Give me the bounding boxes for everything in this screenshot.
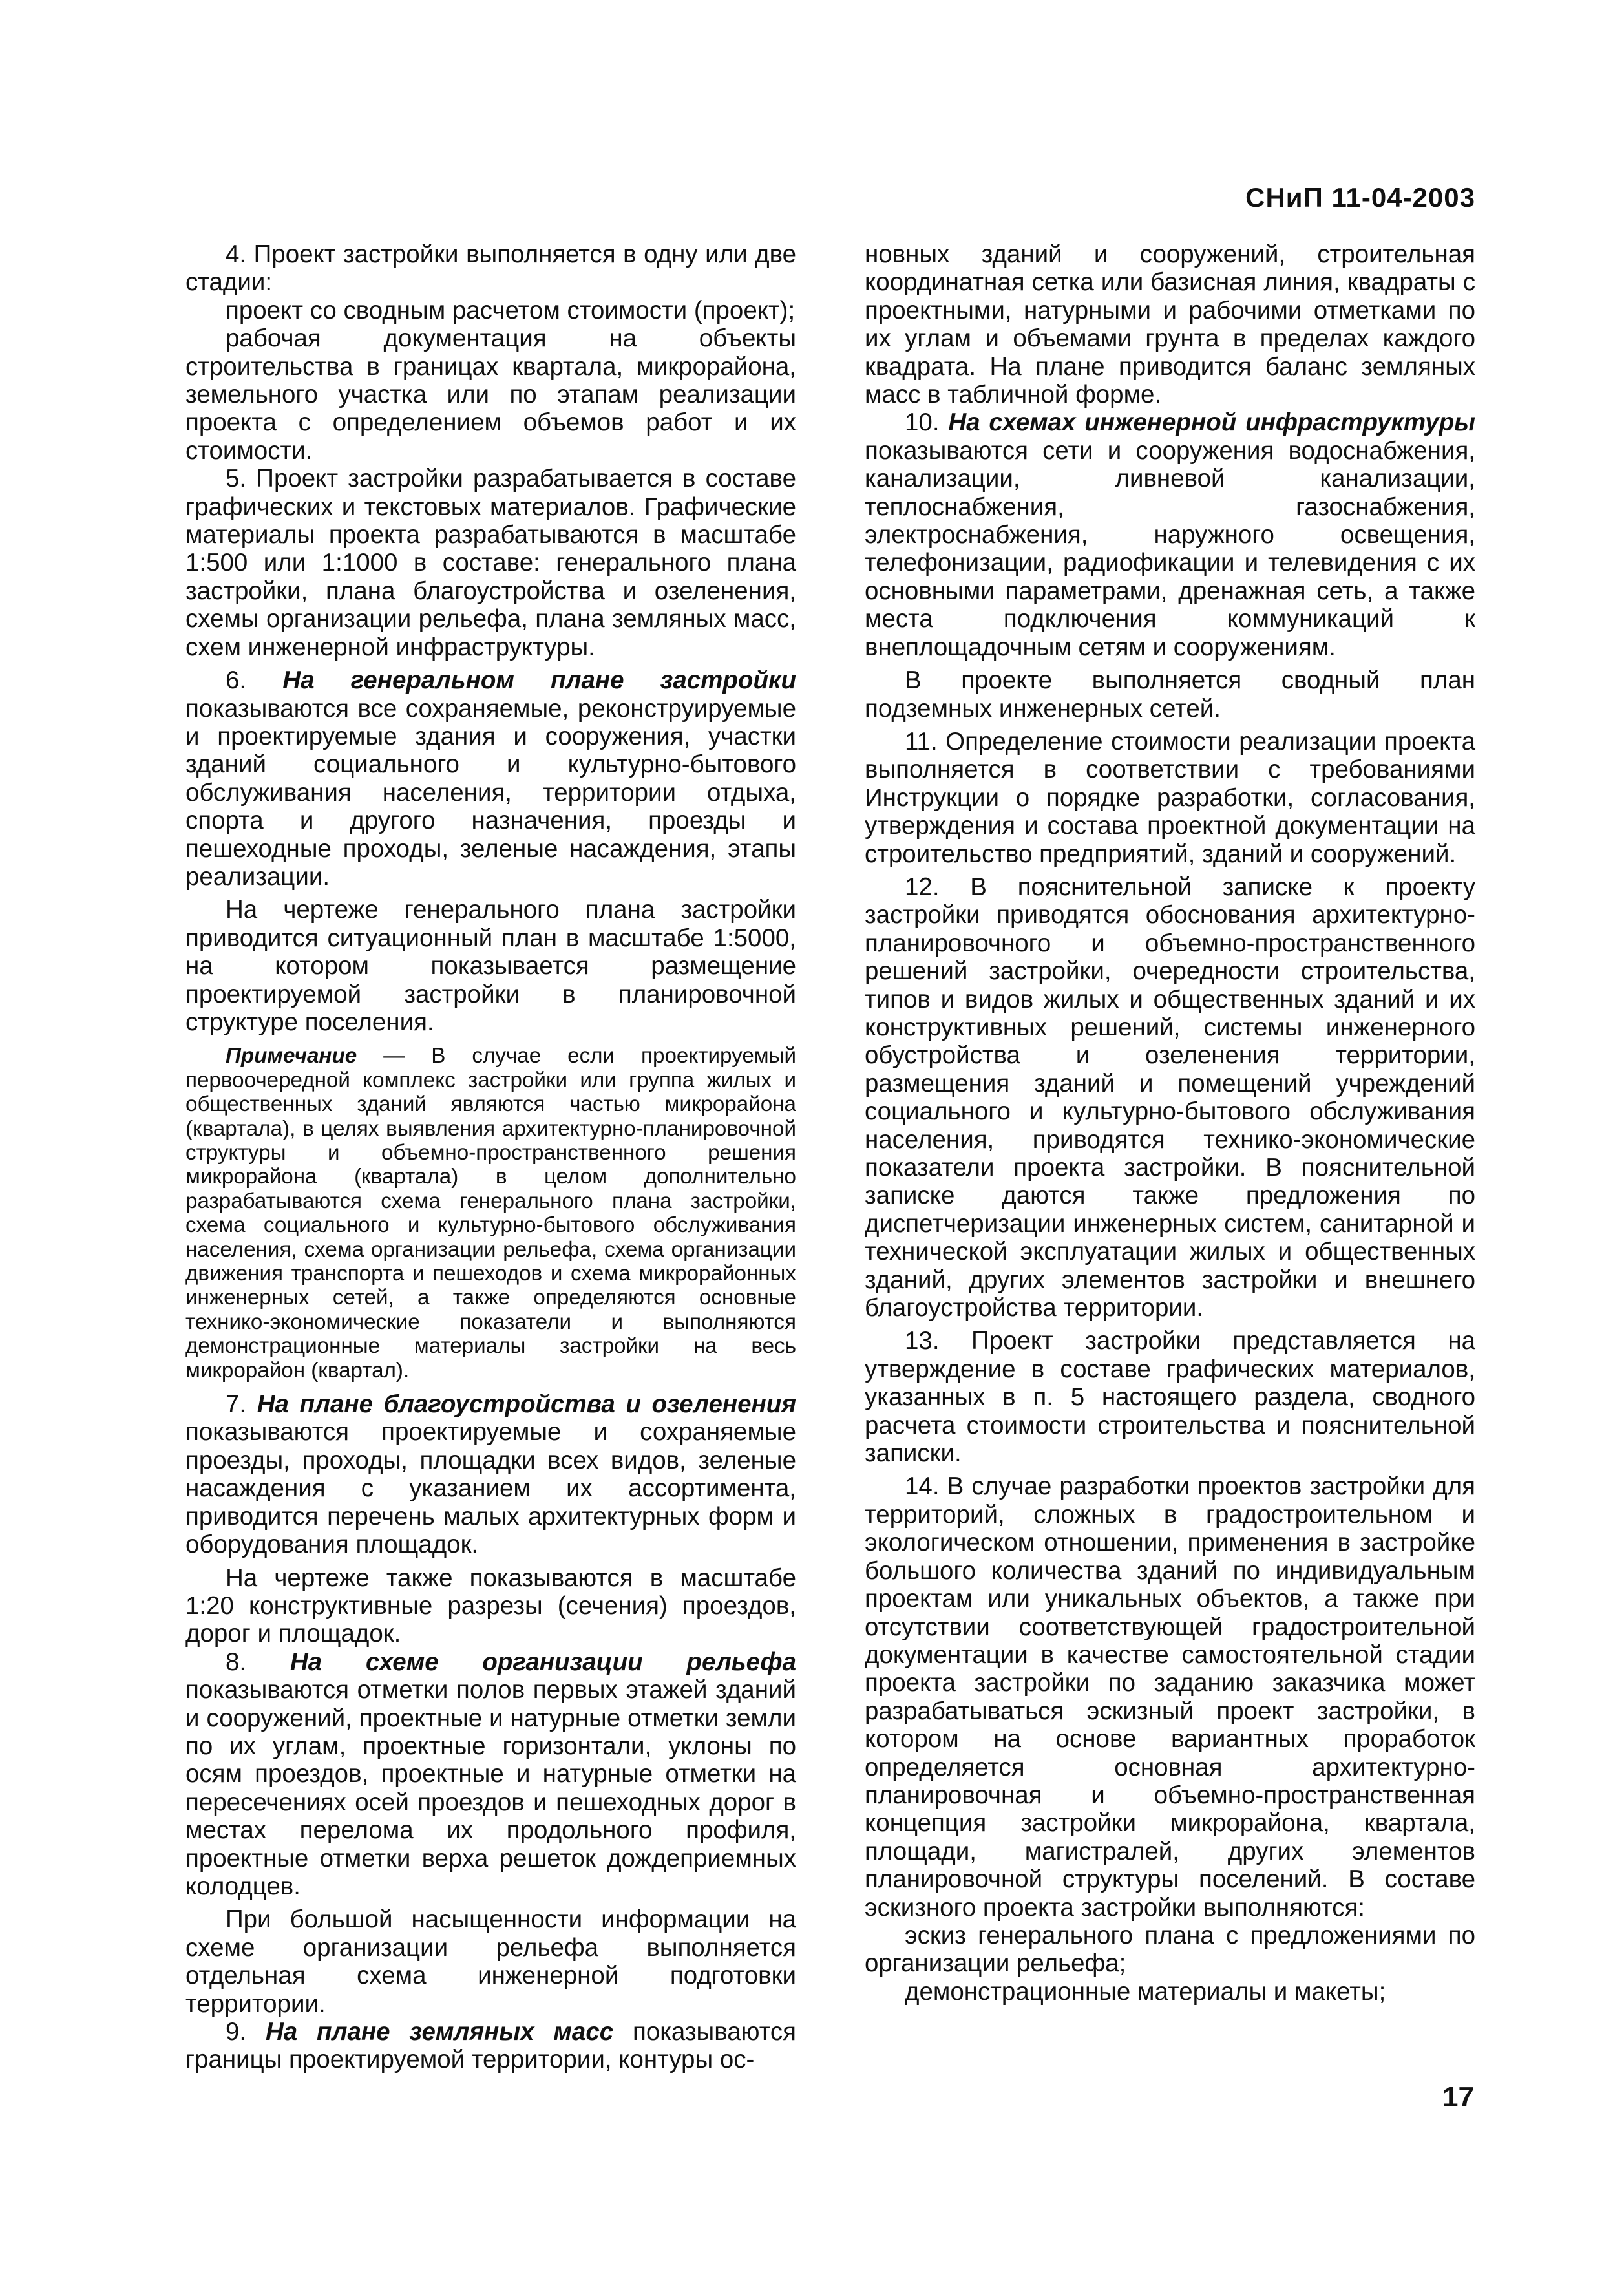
paragraph-6-number: 6. (226, 666, 283, 695)
paragraph-14-item-2: демонстрационные материалы и макеты; (905, 1977, 1386, 2006)
document-code-header: СНиП 11-04-2003 (1245, 182, 1475, 213)
paragraph-8-title: На схеме организации рельефа (290, 1648, 796, 1676)
paragraph-10-title: На схемах инженерной инфраструктуры (948, 408, 1476, 437)
paragraph-14: 14. В случае разработки проектов застройки для территорий, сложных в градостроительном и экологическом отношении, применения в застройке большого количества зданий по индивидуальным проектам или уникальных объектов, а также при отсутствии соответствующей градостроительной документации в качестве самостоятельной стадии проекта застройки по заданию заказчика может разрабатываться эскизный проект застройки, в котором на основе вариантных проработок определяется основная архитектурно-планировочная и объемно-пространственная концепция застройки микрорайона, квартала, площади, магистралей, других элементов планировочной структуры поселений. В составе эскизного проекта застройки выполняются: (865, 1472, 1475, 1922)
paragraph-10-text: показываются сети и сооружения водоснабжения, канализации, ливневой канализации, теплоснабжения, газоснабжения, электроснабжения, наружного освещения, телефонизации, радиофикации и телевидения с их основными параметрами, дренажная сеть, а также места подключения коммуникаций к внеплощадочным сетям и сооружениям. (865, 436, 1475, 661)
paragraph-14-item-1: эскиз генерального плана с предложениями по организации рельефа; (865, 1921, 1475, 1978)
paragraph-8-text: показываются отметки полов первых этажей зданий и сооружений, проектные и натурные отметки земли по их углам, проектные горизонтали, уклоны по осям проездов, проектные и натурные отметки на пересечениях осей проездов и пешеходных дорог в местах перелома их продольного профиля, проектные отметки верха решеток дождеприемных колодцев. (185, 1676, 796, 1900)
note-text: — В случае если проектируемый первоочередной комплекс застройки или группа жилых и общественных зданий являются частью микрорайона (квартала), в целях выявления архитектурно-планировочной структуры и объемно-пространственного решения микрорайона (квартала) в целом дополнительно разрабатываются схема генерального плана застройки, схема социального и культурно-бытового обслуживания населения, схема организации рельефа, схема организации движения транспорта и пешеходов и схема микрорайонных инженерных сетей, а также определяются основные технико-экономические показатели и выполняются демонстрационные материалы застройки на весь микрорайон (квартал). (185, 1044, 796, 1383)
paragraph-6 (185, 666, 796, 891)
paragraph-7-number: 7. (226, 1390, 257, 1419)
paragraph-4-item-2: рабочая документация на объекты строительства в границах квартала, микрорайона, земельного участка или по этапам реализации проекта с определением объемов работ и их стоимости. (185, 324, 796, 465)
paragraph-6-sub: На чертеже генерального плана застройки приводится ситуационный план в масштабе 1:5000, на котором показывается размещение проектируемой застройки в планировочной структуре поселения. (185, 896, 796, 1036)
note-label: Примечание (226, 1044, 357, 1068)
note-block (185, 1044, 796, 1383)
paragraph-7-text: показываются проектируемые и сохраняемые проезды, проходы, площадки всех видов, зеленые насаждения с указанием их ассортимента, приводится перечень малых архитектурных форм и оборудования площадок. (185, 1418, 796, 1559)
paragraph-8-sub: При большой насыщенности информации на схеме организации рельефа выполняется отдельная схема инженерной подготовки территории. (185, 1905, 796, 2018)
paragraph-8-number: 8. (226, 1648, 290, 1676)
paragraph-9-title: На плане земляных масс (265, 2018, 614, 2046)
paragraph-7-title: На плане благоустройства и озеленения (257, 1390, 796, 1419)
paragraph-4-item-1: проект со сводным расчетом стоимости (проект); (226, 296, 796, 324)
paragraph-7 (185, 1390, 796, 1558)
paragraph-11: 11. Определение стоимости реализации проекта выполняется в соответствии с требованиями Инструкции о порядке разработки, согласования, утверждения и состава проектной документации на строительство предприятий, зданий и сооружений. (865, 727, 1475, 868)
paragraph-9-text: показываются границы проектируемой территории, контуры ос- (185, 2018, 796, 2074)
paragraph-6-text: показываются все сохраняемые, реконструируемые и проектируемые здания и сооружения, участки зданий социального и культурно-бытового обслуживания населения, территории отдыха, спорта и другого назначения, проезды и пешеходные проходы, зеленые насаждения, этапы реализации. (185, 694, 796, 891)
paragraph-9-number: 9. (226, 2018, 266, 2046)
paragraph-10-number: 10. (905, 408, 949, 437)
paragraph-9-continued: новных зданий и сооружений, строительная координатная сетка или базисная линия, квадраты с проектными, натурными и рабочими отметками по их углам и объемами грунта в пределах каждого квадрата. На плане приводится баланс земляных масс в табличной форме. (865, 240, 1475, 409)
paragraph-6-title: На генеральном плане застройки (282, 666, 796, 695)
right-text-column (865, 240, 1475, 2006)
left-text-column (185, 240, 796, 2074)
paragraph-10 (865, 408, 1475, 661)
paragraph-7-sub: На чертеже также показываются в масштабе 1:20 конструктивные разрезы (сечения) проездов, дорог и площадок. (185, 1564, 796, 1648)
paragraph-8 (185, 1648, 796, 1901)
paragraph-5: 5. Проект застройки разрабатывается в составе графических и текстовых материалов. Графические материалы проекта разрабатываются в масштабе 1:500 или 1:1000 в составе: генерального плана застройки, плана благоустройства и озеленения, схемы организации рельефа, плана земляных масс, схем инженерной инфраструктуры. (185, 465, 796, 661)
page-number: 17 (1442, 2081, 1474, 2113)
paragraph-12: 12. В пояснительной записке к проекту застройки приводятся обоснования архитектурно-планировочного и объемно-пространственного решений застройки, очередности строительства, типов и видов жилых и общественных зданий и их конструктивных решений, системы инженерного обустройства и озеленения территории, размещения зданий и помещений учреждений социального и культурно-бытового обслуживания населения, приводятся технико-экономические показатели проекта застройки. В пояснительной записке даются также предложения по диспетчеризации инженерных систем, санитарной и технической эксплуатации жилых и общественных зданий, других элементов застройки и внешнего благоустройства территории. (865, 873, 1475, 1322)
paragraph-13: 13. Проект застройки представляется на утверждение в составе графических материалов, указанных в п. 5 настоящего раздела, сводного расчета стоимости строительства и пояснительной записки. (865, 1327, 1475, 1468)
paragraph-9 (185, 2018, 796, 2074)
paragraph-10-sub: В проекте выполняется сводный план подземных инженерных сетей. (865, 666, 1475, 723)
paragraph-4: 4. Проект застройки выполняется в одну или две стадии: (185, 240, 796, 297)
